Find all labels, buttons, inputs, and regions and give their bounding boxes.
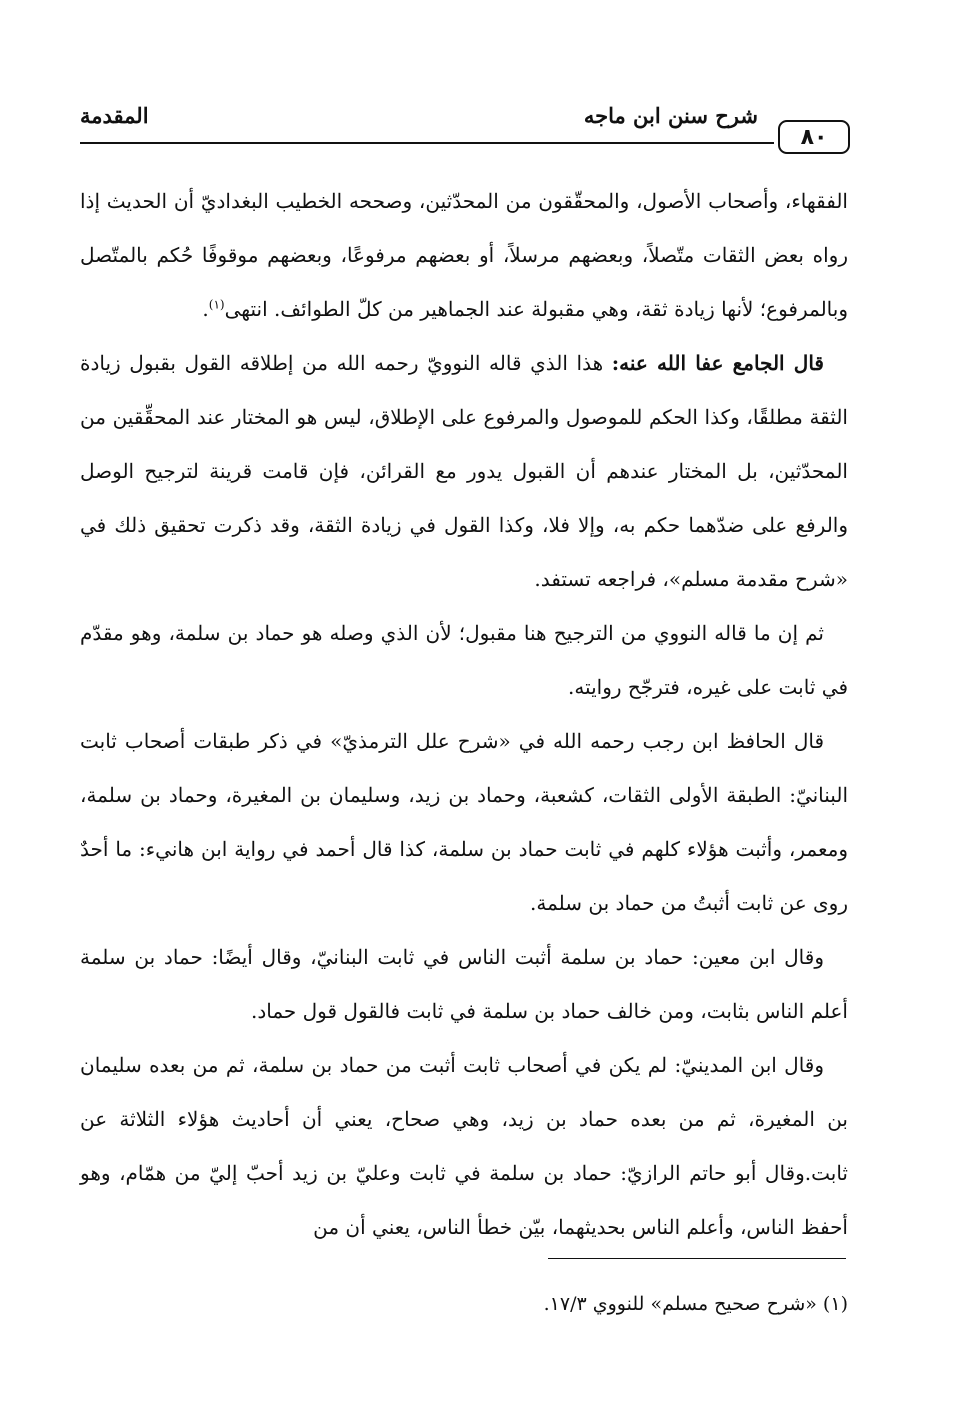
- footnote-marker: (١): [208, 297, 225, 312]
- paragraph-2: [80, 336, 848, 606]
- header-rule: [80, 142, 774, 144]
- paragraph-6: وقال ابن المدينيّ: لم يكن في أصحاب ثابت أثبت من حماد بن سلمة، ثم من بعده سليمان بن المغيرة، ثم من بعده حماد بن زيد، وهي صحاح، يعني أن أحاديث هؤلاء الثلاثة عن ثابت.وقال أبو حاتم الرازيّ: حماد بن سلمة في ثابت وعليّ بن زيد أحبّ إليّ من همّام، وهو أحفظ الناس، وأعلم الناس بحديثهما، بيّن خطأ الناس، يعني أن من: [80, 1053, 848, 1239]
- paragraph-2-text: هذا الذي قاله النوويّ رحمه الله من إطلاقه القول بقبول زيادة الثقة مطلقًا، وكذا الحكم للموصول والمرفوع على الإطلاق، ليس هو المختار عند المحقِّقين من المحدّثين، بل المختار عندهم أن القبول يدور مع القرائن، فإن قامت قرينة لترجيح الوصل والرفع على ضدّهما حكم به، وإلا فلا، وكذا القول في زيادة الثقة، وقد ذكرت تحقيق ذلك في «شرح مقدمة مسلم»، فراجعه تستفد.: [80, 351, 848, 591]
- paragraph-1-end: .: [202, 297, 209, 321]
- book-title: شرح سنن ابن ماجه: [583, 103, 758, 128]
- paragraph-5: وقال ابن معين: حماد بن سلمة أثبت الناس في ثابت البنانيّ، وقال أيضًا: حماد بن سلمة أعلم الناس بثابت، ومن خالف حماد بن سلمة في ثابت فالقول قول حماد.: [80, 945, 848, 1023]
- page-number: [778, 120, 850, 154]
- footnote-rule: [548, 1258, 846, 1259]
- paragraph-3: ثم إن ما قاله النووي من الترجيح هنا مقبول؛ لأن الذي وصله هو حماد بن سلمة، وهو مقدّم في ثابت على غيره، فترجّح روايته.: [80, 621, 848, 699]
- paragraph-1: [80, 174, 848, 336]
- body-text: [80, 174, 848, 1254]
- paragraph-1-text: الفقهاء، وأصحاب الأصول، والمحقّقون من المحدّثين، وصححه الخطيب البغداديّ أن الحديث إذا رواه بعض الثقات متّصلاً، وبعضهم مرسلاً، أو بعضهم مرفوعًا، وبعضهم موقوفًا حُكم بالمتّصل وبالمرفوع؛ لأنها زيادة ثقة، وهي مقبولة عند الجماهير من كلّ الطوائف. انتهى: [80, 189, 848, 321]
- section-title: المقدمة: [80, 103, 149, 128]
- footnote: (١) «شرح صحيح مسلم» للنووي ١٧/٣.: [543, 1293, 848, 1315]
- paragraph-4: قال الحافظ ابن رجب رحمه الله في «شرح علل الترمذيّ» في ذكر طبقات أصحاب ثابت البنانيّ: الطبقة الأولى الثقات، كشعبة، وحماد بن زيد، وسليمان بن المغيرة، وحماد بن سلمة، ومعمر، وأثبت هؤلاء كلهم في ثابت حماد بن سلمة، كذا قال أحمد في رواية ابن هانيء: ما أحدٌ روى عن ثابت أثبتُ من حماد بن سلمة.: [80, 729, 848, 915]
- page-header: [80, 96, 850, 158]
- page-number-text: ٨٠: [800, 124, 828, 150]
- paragraph-2-lead: قال الجامع عفا الله عنه:: [611, 351, 824, 375]
